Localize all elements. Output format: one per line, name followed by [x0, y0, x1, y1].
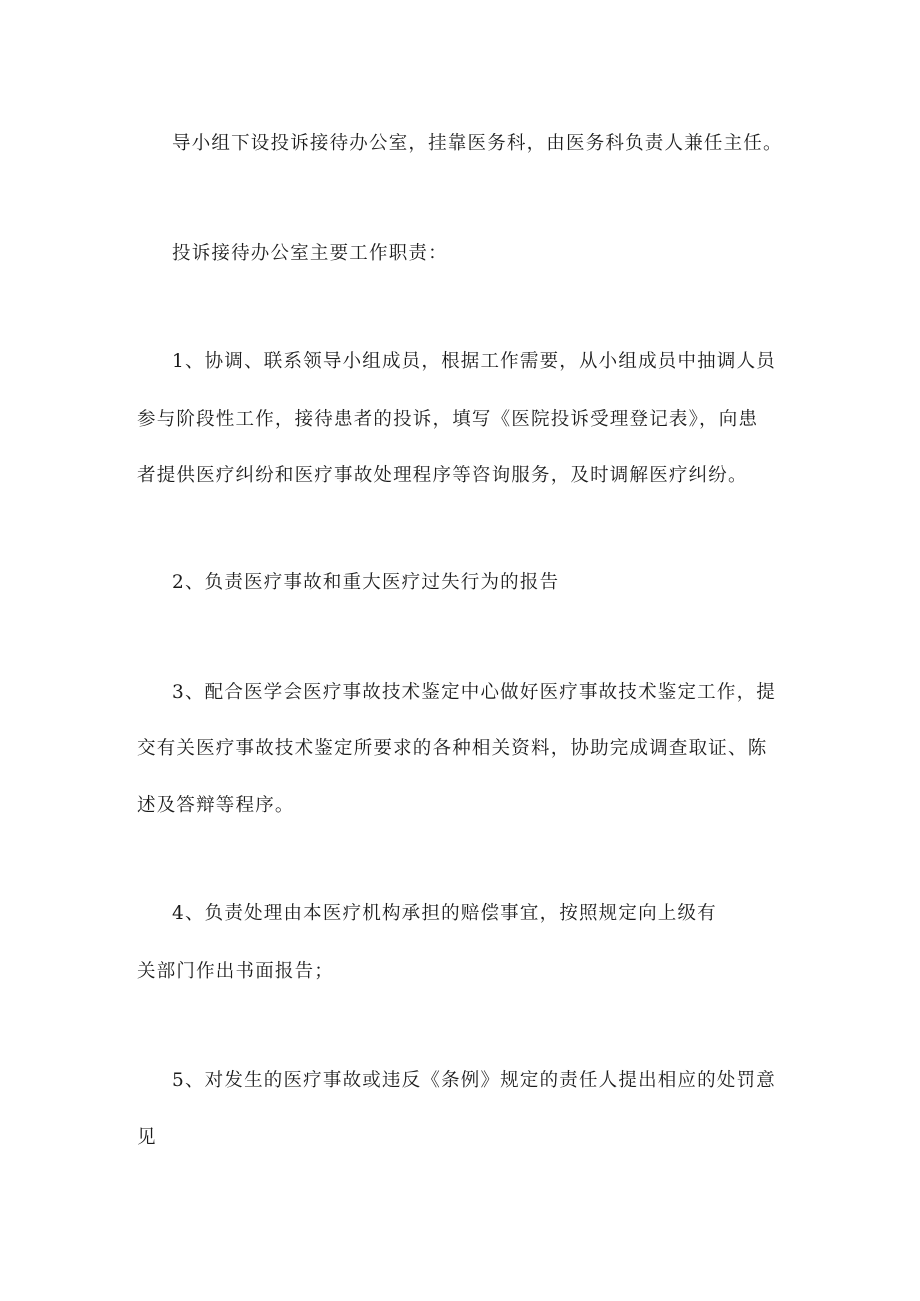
text-line-item-1-a: 1、协调、联系领导小组成员，根据工作需要，从小组成员中抽调人员 [172, 351, 776, 372]
text-line-item-2: 2、负责医疗事故和重大医疗过失行为的报告 [172, 572, 560, 593]
text-line-item-1-b: 参与阶段性工作，接待患者的投诉，填写《医院投诉受理登记表》，向患 [137, 409, 759, 430]
text-line-duties-heading: 投诉接待办公室主要工作职责： [172, 243, 448, 264]
text-line-item-4-b: 关部门作出书面报告； [137, 961, 335, 982]
text-line-item-3-c: 述及答辩等程序。 [137, 795, 295, 816]
text-line-item-3-a: 3、配合医学会医疗事故技术鉴定中心做好医疗事故技术鉴定工作，提 [172, 682, 776, 703]
text-line-item-5-b: 见 [137, 1127, 157, 1148]
text-line-item-5-a: 5、对发生的医疗事故或违反《条例》规定的责任人提出相应的处罚意 [172, 1070, 776, 1091]
text-line-item-4-a: 4、负责处理由本医疗机构承担的赔偿事宜，按照规定向上级有 [172, 903, 717, 924]
text-line-item-1-c: 者提供医疗纠纷和医疗事故处理程序等咨询服务，及时调解医疗纠纷。 [137, 465, 748, 486]
text-line-continuation-office-setup: 导小组下设投诉接待办公室，挂靠医务科，由医务科负责人兼任主任。 [172, 133, 783, 154]
text-line-item-3-b: 交有关医疗事故技术鉴定所要求的各种相关资料，协助完成调查取证、陈 [137, 738, 768, 759]
